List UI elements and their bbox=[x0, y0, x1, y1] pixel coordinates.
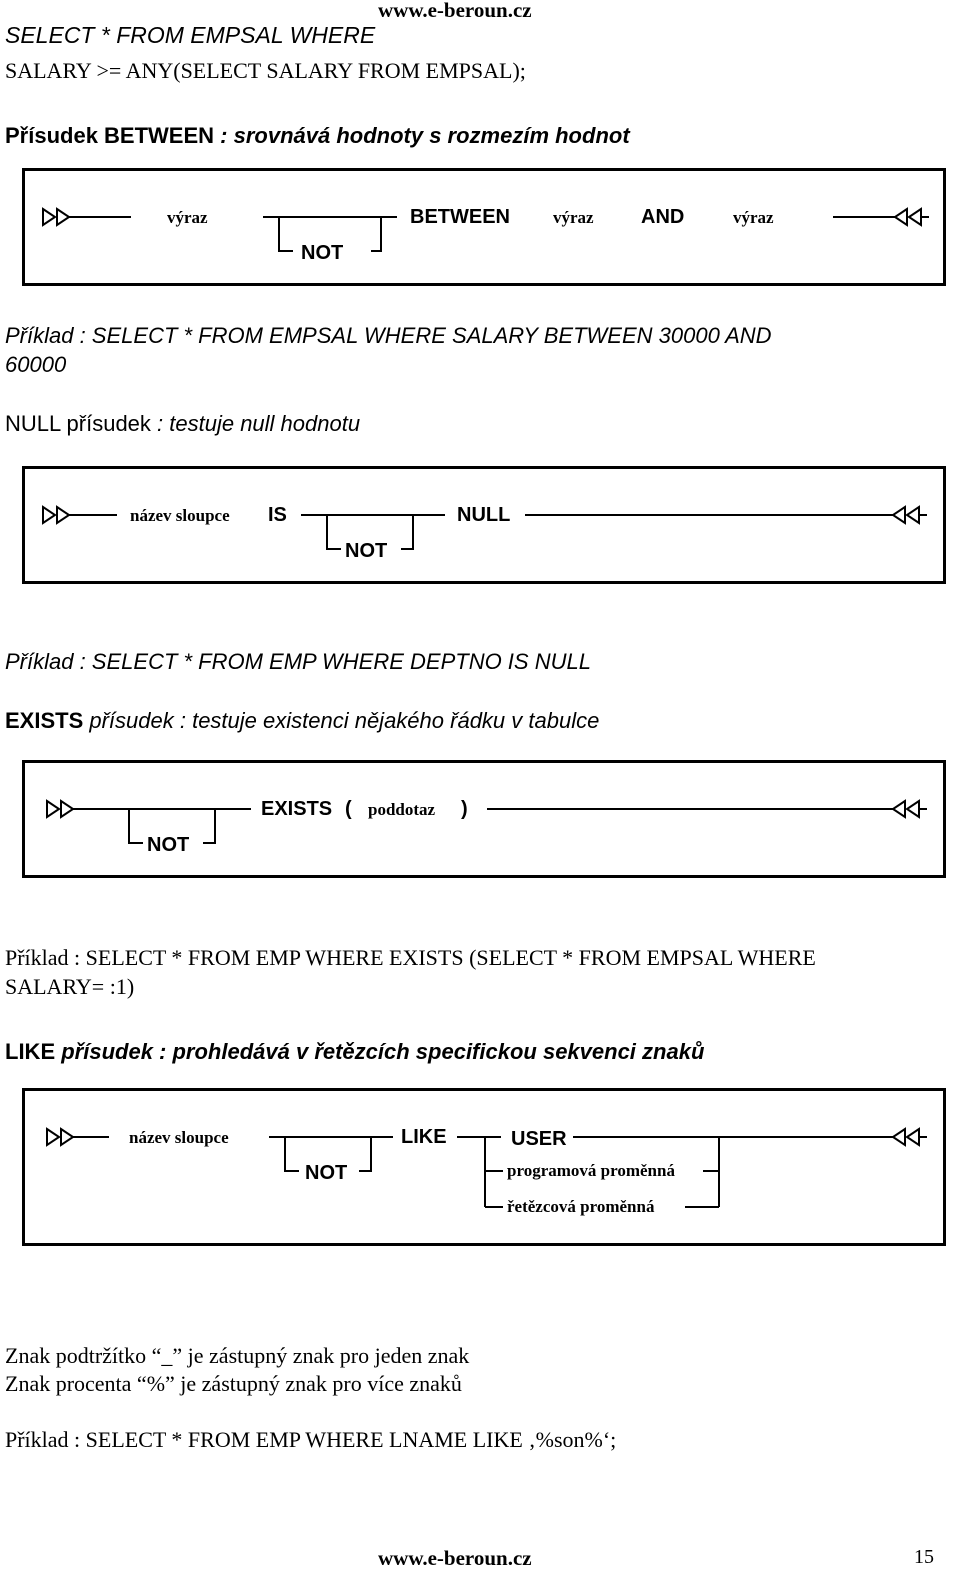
exists-kw-exists: EXISTS bbox=[261, 798, 333, 820]
like-heading bbox=[5, 1039, 704, 1065]
start-arrow-icon bbox=[43, 507, 55, 523]
diagram-connector bbox=[359, 1137, 371, 1171]
intro-line-1: SELECT * FROM EMPSAL WHERE bbox=[5, 22, 376, 48]
diagram-connector bbox=[129, 809, 143, 843]
between-example-line-2: 60000 bbox=[5, 352, 67, 377]
like-opt-str: řetězcová proměnná bbox=[507, 1197, 655, 1216]
exists-example-line-2: SALARY= :1) bbox=[5, 974, 135, 999]
like-syntax-diagram bbox=[22, 1088, 946, 1246]
between-expr2: výraz bbox=[553, 208, 594, 227]
start-arrow-icon bbox=[47, 1129, 59, 1145]
exists-syntax-diagram bbox=[22, 760, 946, 878]
null-diagram-svg bbox=[25, 469, 943, 581]
end-arrow-icon bbox=[907, 1129, 919, 1145]
end-arrow-icon bbox=[909, 209, 921, 225]
wildcard-percent: Znak procenta “%” je zástupný znak pro více znaků bbox=[5, 1371, 462, 1396]
exists-heading bbox=[5, 708, 599, 734]
like-column: název sloupce bbox=[129, 1128, 229, 1147]
between-example-line-1: Příklad : SELECT * FROM EMPSAL WHERE SALARY BETWEEN 30000 AND bbox=[5, 323, 772, 348]
footer-site: www.e-beroun.cz bbox=[378, 1546, 532, 1570]
like-heading-rest: přísudek : prohledává v řetězcích specifickou sekvenci znaků bbox=[55, 1039, 705, 1064]
end-arrow-icon bbox=[893, 507, 905, 523]
null-kw-is: IS bbox=[268, 504, 287, 526]
end-arrow-icon bbox=[895, 209, 907, 225]
like-kw-like: LIKE bbox=[401, 1126, 447, 1148]
null-kw-not: NOT bbox=[345, 540, 388, 562]
start-arrow-icon bbox=[43, 209, 55, 225]
null-example: Příklad : SELECT * FROM EMP WHERE DEPTNO IS NULL bbox=[5, 649, 591, 674]
between-heading-bold: Přísudek BETWEEN bbox=[5, 123, 215, 148]
between-kw-between: BETWEEN bbox=[410, 206, 510, 228]
intro-line-2: SALARY >= ANY(SELECT SALARY FROM EMPSAL); bbox=[5, 58, 526, 83]
end-arrow-icon bbox=[893, 1129, 905, 1145]
null-heading-rest: : testuje null hodnotu bbox=[150, 411, 361, 436]
page-number: 15 bbox=[914, 1546, 934, 1568]
between-kw-not: NOT bbox=[301, 242, 344, 264]
like-opt-prog: programová proměnná bbox=[507, 1161, 675, 1180]
start-arrow-icon bbox=[61, 801, 73, 817]
exists-paren-open: ( bbox=[345, 798, 352, 820]
start-arrow-icon bbox=[47, 801, 59, 817]
diagram-connector bbox=[279, 217, 293, 251]
between-heading-rest: : srovnává hodnoty s rozmezím hodnot bbox=[214, 123, 630, 148]
between-heading bbox=[5, 123, 630, 149]
diagram-connector bbox=[371, 217, 381, 251]
start-arrow-icon bbox=[57, 507, 69, 523]
between-expr1: výraz bbox=[167, 208, 208, 227]
between-kw-and: AND bbox=[641, 206, 685, 228]
end-arrow-icon bbox=[907, 507, 919, 523]
like-kw-user: USER bbox=[511, 1128, 567, 1150]
diagram-connector bbox=[327, 515, 341, 549]
null-syntax-diagram bbox=[22, 466, 946, 584]
diagram-connector bbox=[285, 1137, 299, 1171]
like-heading-bold: LIKE bbox=[5, 1039, 56, 1064]
between-expr3: výraz bbox=[733, 208, 774, 227]
like-kw-not: NOT bbox=[305, 1162, 348, 1184]
start-arrow-icon bbox=[57, 209, 69, 225]
exists-paren-close: ) bbox=[461, 798, 468, 820]
null-kw-null: NULL bbox=[457, 504, 511, 526]
like-diagram-svg bbox=[25, 1091, 943, 1243]
null-heading-bold: NULL přísudek bbox=[5, 411, 151, 436]
null-column: název sloupce bbox=[130, 506, 230, 525]
wildcard-underscore: Znak podtržítko “_” je zástupný znak pro jeden znak bbox=[5, 1343, 470, 1368]
null-heading bbox=[5, 411, 360, 437]
exists-diagram-svg bbox=[25, 763, 943, 875]
end-arrow-icon bbox=[907, 801, 919, 817]
diagram-connector bbox=[203, 809, 215, 843]
exists-heading-rest: přísudek : testuje existenci nějakého řádku v tabulce bbox=[83, 708, 600, 733]
exists-example-line-1: Příklad : SELECT * FROM EMP WHERE EXISTS (SELECT * FROM EMPSAL WHERE bbox=[5, 945, 816, 970]
end-arrow-icon bbox=[893, 801, 905, 817]
exists-subquery: poddotaz bbox=[368, 800, 436, 819]
exists-kw-not: NOT bbox=[147, 834, 190, 856]
between-diagram-svg bbox=[25, 171, 943, 283]
header-site: www.e-beroun.cz bbox=[378, 0, 532, 22]
exists-heading-bold: EXISTS bbox=[5, 708, 84, 733]
like-example: Příklad : SELECT * FROM EMP WHERE LNAME LIKE ‚%son%‘; bbox=[5, 1427, 617, 1452]
between-syntax-diagram bbox=[22, 168, 946, 286]
start-arrow-icon bbox=[61, 1129, 73, 1145]
diagram-connector bbox=[401, 515, 413, 549]
